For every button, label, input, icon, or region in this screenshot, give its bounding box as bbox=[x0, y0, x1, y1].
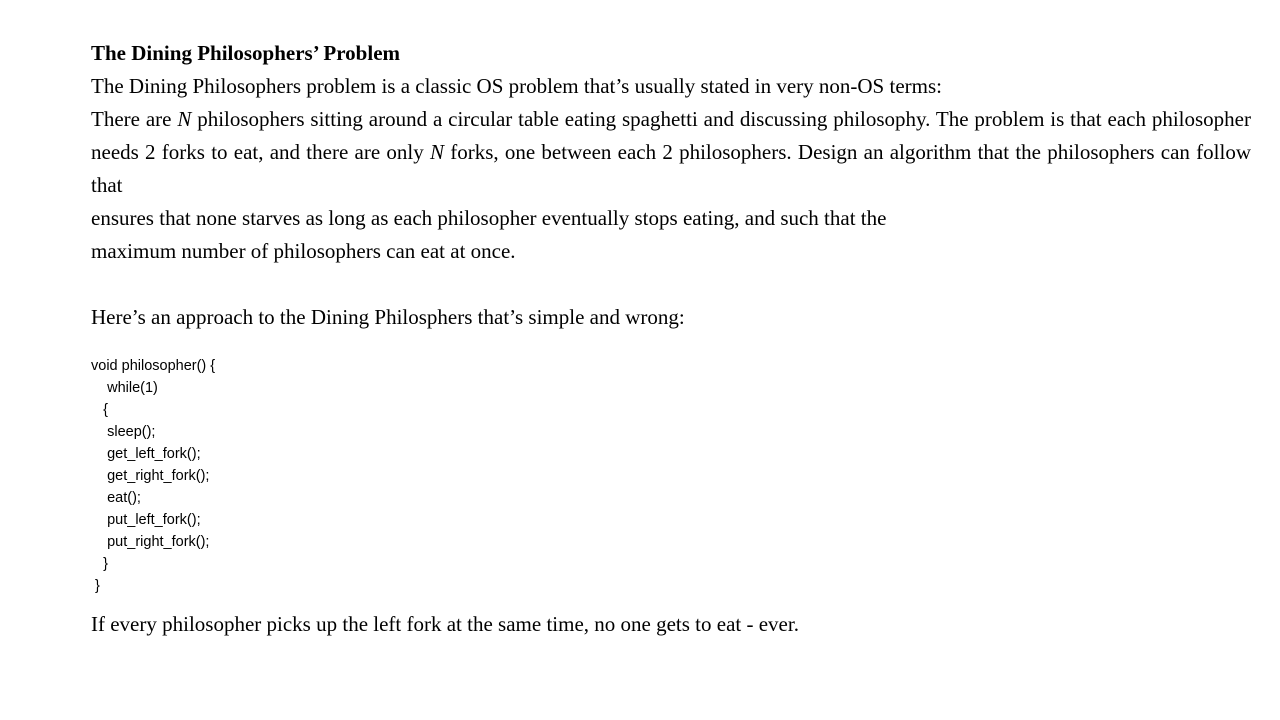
code-line: get_left_fork(); bbox=[91, 446, 201, 462]
statement-part-c: forks, one between each 2 philosophers. Design an algorithm that the philosophers can follow that bbox=[91, 140, 1252, 197]
approach-heading: Here’s an approach to the Dining Philosphers that’s simple and wrong: bbox=[91, 305, 685, 329]
code-line: { bbox=[91, 402, 108, 418]
variable-n: N bbox=[429, 140, 444, 164]
code-line: void philosopher() { bbox=[91, 358, 216, 374]
statement-line-ensures: ensures that none starves as long as each philosopher eventually stops eating, and such that the bbox=[91, 206, 887, 230]
conclusion-paragraph: If every philosopher picks up the left fork at the same time, no one gets to eat - ever. bbox=[91, 612, 799, 636]
code-block bbox=[91, 355, 1251, 597]
code-line: put_right_fork(); bbox=[91, 534, 210, 550]
code-line: sleep(); bbox=[91, 424, 156, 440]
statement-part-b: philosophers sitting around a circular table eating spaghetti and discussing philosophy. The problem is that each philosopher needs 2 forks to eat, and there are only bbox=[91, 107, 1251, 164]
code-line: while(1) bbox=[91, 380, 158, 396]
problem-statement bbox=[91, 103, 1251, 202]
statement-part-a: There are bbox=[91, 107, 178, 131]
code-line: } bbox=[91, 578, 100, 594]
intro-paragraph: The Dining Philosophers problem is a classic OS problem that’s usually stated in very non-OS terms: bbox=[91, 74, 942, 98]
variable-n: N bbox=[177, 107, 192, 131]
code-line: put_left_fork(); bbox=[91, 512, 201, 528]
statement-line-maximum: maximum number of philosophers can eat at once. bbox=[91, 239, 516, 263]
code-line: } bbox=[91, 556, 108, 572]
code-line: eat(); bbox=[91, 490, 141, 506]
document-page bbox=[91, 37, 1251, 641]
document-title: The Dining Philosophers’ Problem bbox=[91, 41, 401, 65]
spacer bbox=[91, 268, 1251, 301]
code-line: get_right_fork(); bbox=[91, 468, 210, 484]
